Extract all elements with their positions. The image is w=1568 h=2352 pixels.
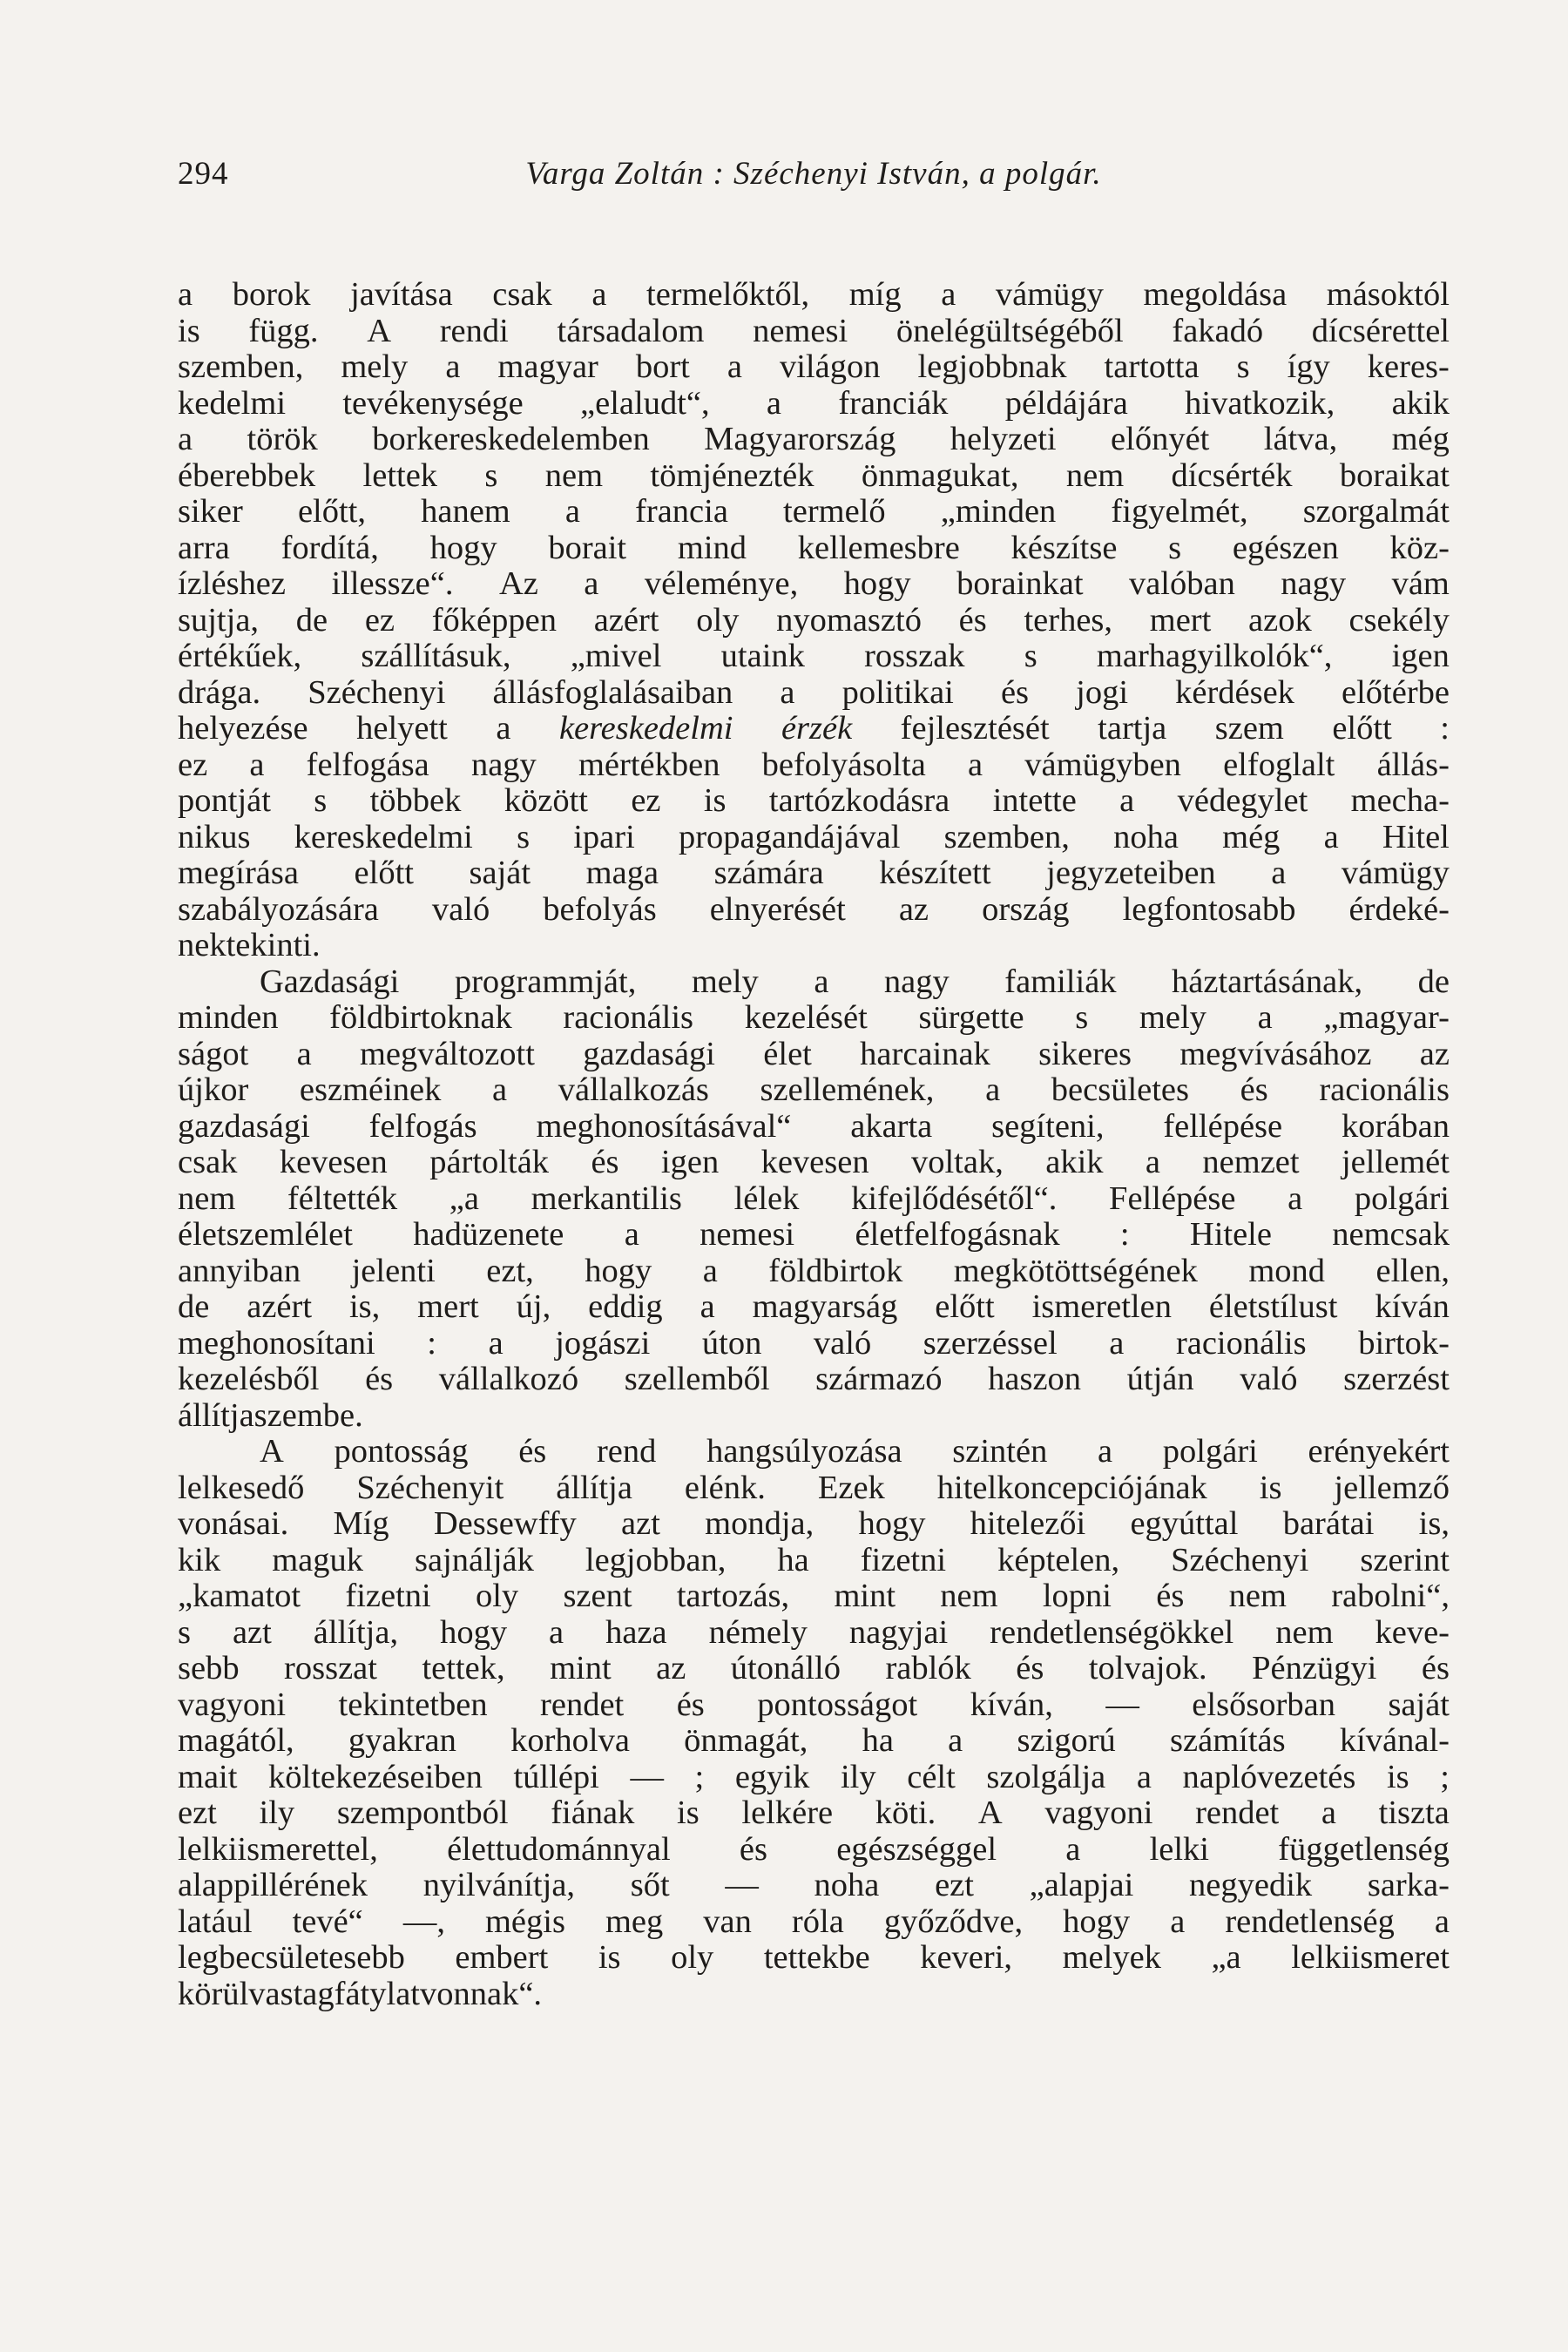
text-line: helyezése helyett a kereskedelmi érzék fejlesztését tartja szem előtt : xyxy=(178,710,1450,747)
text-line: szabályozására való befolyás elnyerését az ország legfontosabb érdeké- xyxy=(178,890,1450,928)
body-text xyxy=(178,277,1450,2012)
text-line: latául tevé“ —, mégis meg van róla győződve, hogy a rendetlenség a xyxy=(178,1903,1450,1940)
text-line: A pontosság és rend hangsúlyozása szintén a polgári erényekért xyxy=(260,1433,1450,1470)
text-line: éberebbek lettek s nem tömjénezték önmagukat, nem dícsérték boraikat xyxy=(178,456,1450,494)
text-line: állítja szembe. xyxy=(178,1396,363,1434)
text-line: gazdasági felfogás meghonosításával“ akarta segíteni, fellépése korában xyxy=(178,1107,1450,1145)
text-line: újkor eszméinek a vállalkozás szellemének, a becsületes és racionális xyxy=(178,1071,1450,1108)
text-line: megírása előtt saját maga számára készített jegyzeteiben a vámügy xyxy=(178,855,1450,891)
text-line: de azért is, mert új, eddig a magyarság előtt ismeretlen életstílust kíván xyxy=(178,1288,1450,1325)
text-line: nem féltették „a merkantilis lélek kifejlődésétől“. Fellépése a polgári xyxy=(178,1179,1450,1217)
text-line: siker előtt, hanem a francia termelő „minden figyelmét, szorgalmát xyxy=(178,493,1450,530)
text-line: nikus kereskedelmi s ipari propagandájával szemben, noha még a Hitel xyxy=(178,818,1450,855)
text-line: a török borkereskedelemben Magyarország helyzeti előnyét látva, még xyxy=(178,421,1450,457)
text-line: s azt állítja, hogy a haza némely nagyjai rendetlenségökkel nem keve- xyxy=(178,1613,1450,1651)
text-line: ez a felfogása nagy mértékben befolyásolta a vámügyben elfoglalt állás- xyxy=(178,746,1450,783)
text-line: drága. Széchenyi állásfoglalásaiban a politikai és jogi kérdések előtérbe xyxy=(178,673,1450,711)
paragraph xyxy=(178,1434,1450,2012)
text-line: kedelmi tevékenysége „elaludt“, a franciák példájára hivatkozik, akik xyxy=(178,384,1450,422)
text-line: értékűek, szállításuk, „mivel utaink rosszak s marhagyilkolók“, igen xyxy=(178,638,1450,674)
running-title: Varga Zoltán : Széchenyi István, a polgár. xyxy=(525,156,1102,192)
paragraph xyxy=(178,277,1450,964)
paragraph xyxy=(178,964,1450,1435)
text-line: meghonosítani : a jogászi úton való szerzéssel a racionális birtok- xyxy=(178,1324,1450,1362)
text-line: ezt ily szempontból fiának is lelkére köti. A vagyoni rendet a tiszta xyxy=(178,1794,1450,1831)
page-header xyxy=(178,155,1450,204)
text-line: is függ. A rendi társadalom nemesi önelégültségéből fakadó dícsérettel xyxy=(178,312,1450,349)
text-line: legbecsületesebb embert is oly tettekbe keveri, melyek „a lelkiismeret xyxy=(178,1939,1450,1976)
text-line: körül vastag fátylat vonnak“. xyxy=(178,1975,543,2012)
text-line: lelkesedő Széchenyit állítja elénk. Ezek hitelkoncepciójának is jellemző xyxy=(178,1469,1450,1506)
text-line: magától, gyakran korholva önmagát, ha a szigorú számítás kívánal- xyxy=(178,1722,1450,1759)
text-line: pontját s többek között ez is tartózkodásra intette a védegylet mecha- xyxy=(178,782,1450,819)
text-line: vagyoni tekintetben rendet és pontosságot kíván, — elsősorban saját xyxy=(178,1686,1450,1723)
text-line: sebb rosszat tettek, mint az útonálló rablók és tolvajok. Pénzügyi és xyxy=(178,1650,1450,1686)
text-line: vonásai. Míg Dessewffy azt mondja, hogy hitelezői egyúttal barátai is, xyxy=(178,1505,1450,1542)
text-line: alappillérének nyilvánítja, sőt — noha ezt „alapjai negyedik sarka- xyxy=(178,1867,1450,1903)
text-line: kik maguk sajnálják legjobban, ha fizetni képtelen, Széchenyi szerint xyxy=(178,1541,1450,1578)
text-line: ságot a megváltozott gazdasági élet harcainak sikeres megvívásához az xyxy=(178,1035,1450,1072)
page-number: 294 xyxy=(178,156,229,192)
text-line: mait költekezéseiben túllépi — ; egyik ily célt szolgálja a naplóvezetés is ; xyxy=(178,1758,1450,1795)
text-line: Gazdasági programmját, mely a nagy familiák háztartásának, de xyxy=(260,963,1450,1000)
text-line: sujtja, de ez főképpen azért oly nyomasztó és terhes, mert azok csekély xyxy=(178,601,1450,639)
text-line: kezelésből és vállalkozó szellemből származó haszon útján való szerzést xyxy=(178,1361,1450,1397)
text-line: ízléshez illessze“. Az a véleménye, hogy borainkat valóban nagy vám xyxy=(178,565,1450,602)
text-line: a borok javítása csak a termelőktől, míg a vámügy megoldása másoktól xyxy=(178,276,1450,313)
text-line: arra fordítá, hogy borait mind kellemesbre készítse s egészen köz- xyxy=(178,529,1450,566)
text-line: annyiban jelenti ezt, hogy a földbirtok megkötöttségének mond ellen, xyxy=(178,1252,1450,1289)
text-line: lelkiismerettel, élettudománnyal és egészséggel a lelki függetlenség xyxy=(178,1830,1450,1868)
text-line: minden földbirtoknak racionális kezelését sürgette s mely a „magyar- xyxy=(178,999,1450,1036)
text-line: csak kevesen pártolták és igen kevesen voltak, akik a nemzet jellemét xyxy=(178,1144,1450,1180)
text-line: nek tekinti. xyxy=(178,927,321,963)
text-line: szemben, mely a magyar bort a világon legjobbnak tartotta s így keres- xyxy=(178,348,1450,385)
text-line: „kamatot fizetni oly szent tartozás, mint nem lopni és nem rabolni“, xyxy=(178,1578,1450,1614)
text-line: életszemlélet hadüzenete a nemesi életfelfogásnak : Hitele nemcsak xyxy=(178,1216,1450,1253)
